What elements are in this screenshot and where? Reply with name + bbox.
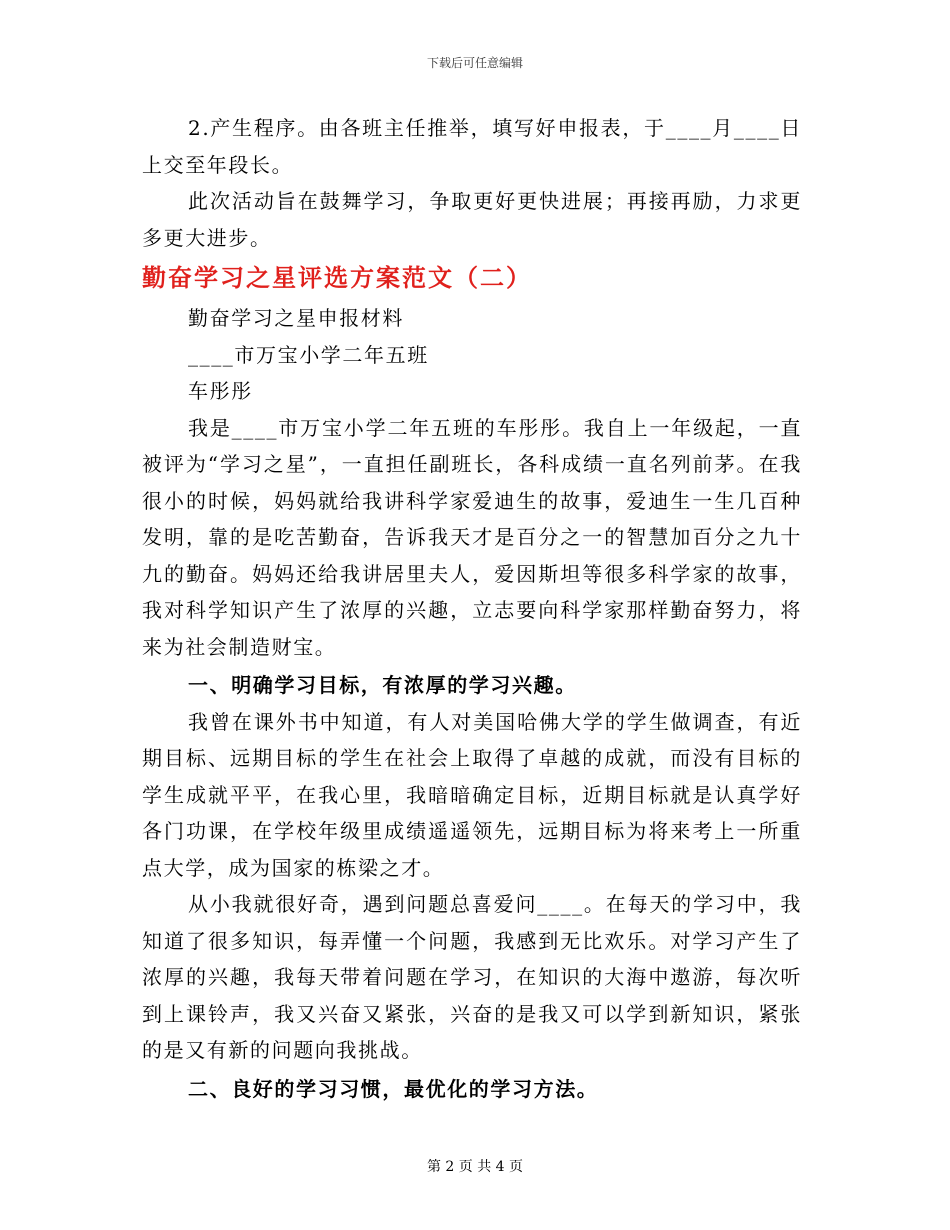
paragraph-curiosity: 从小我就很好奇，遇到问题总喜爱问____。在每天的学习中，我知道了很多知识，每弄懂一个问题，我感到无比欢乐。对学习产生了浓厚的兴趣，我每天带着问题在学习，在知识的大海中遨游，每次听到上课铃声，我又兴奋又紧张，兴奋的是我又可以学到新知识，紧张的是又有新的问题向我挑战。	[142, 892, 802, 1062]
paragraph-purpose: 此次活动旨在鼓舞学习，争取更好更快进展；再接再励，力求更多更大进步。	[142, 189, 802, 250]
section-title: 勤奋学习之星评选方案范文（二）	[142, 263, 532, 292]
school-class-line: ____市万宝小学二年五班	[188, 342, 429, 367]
student-name: 车彤彤	[188, 379, 253, 403]
paragraph-procedure: 2.产生程序。由各班主任推举，填写好申报表，于____月____日上交至年段长。	[142, 116, 802, 177]
paragraph-intro: 我是____市万宝小学二年五班的车彤彤。我自上一年级起，一直被评为“学习之星”，一直担任副班长，各科成绩一直名列前茅。在我很小的时候，妈妈就给我讲科学家爱迪生的故事，爱迪生一生几百种发明，靠的是吃苦勤奋，告诉我天才是百分之一的智慧加百分之九十九的勤奋。妈妈还给我讲居里夫人，爱因斯坦等很多科学家的故事，我对科学知识产生了浓厚的兴趣，立志要向科学家那样勤奋努力，将来为社会制造财宝。	[142, 415, 802, 659]
heading-goals: 一、明确学习目标，有浓厚的学习兴趣。	[188, 673, 577, 697]
paragraph-goals: 我曾在课外书中知道，有人对美国哈佛大学的学生做调查，有近期目标、远期目标的学生在社会上取得了卓越的成就，而没有目标的学生成就平平，在我心里，我暗暗确定目标，近期目标就是认真学好各门功课，在学校年级里成绩遥遥领先，远期目标为将来考上一所重点大学，成为国家的栋梁之才。	[142, 709, 802, 880]
heading-habits: 二、良好的学习习惯，最优化的学习方法。	[188, 1076, 599, 1101]
page-header: 下载后可任意编辑	[426, 56, 523, 70]
document-body	[142, 110, 802, 1107]
material-title: 勤奋学习之星申报材料	[188, 306, 404, 330]
page-footer: 第 2 页 共 4 页	[426, 1159, 524, 1175]
